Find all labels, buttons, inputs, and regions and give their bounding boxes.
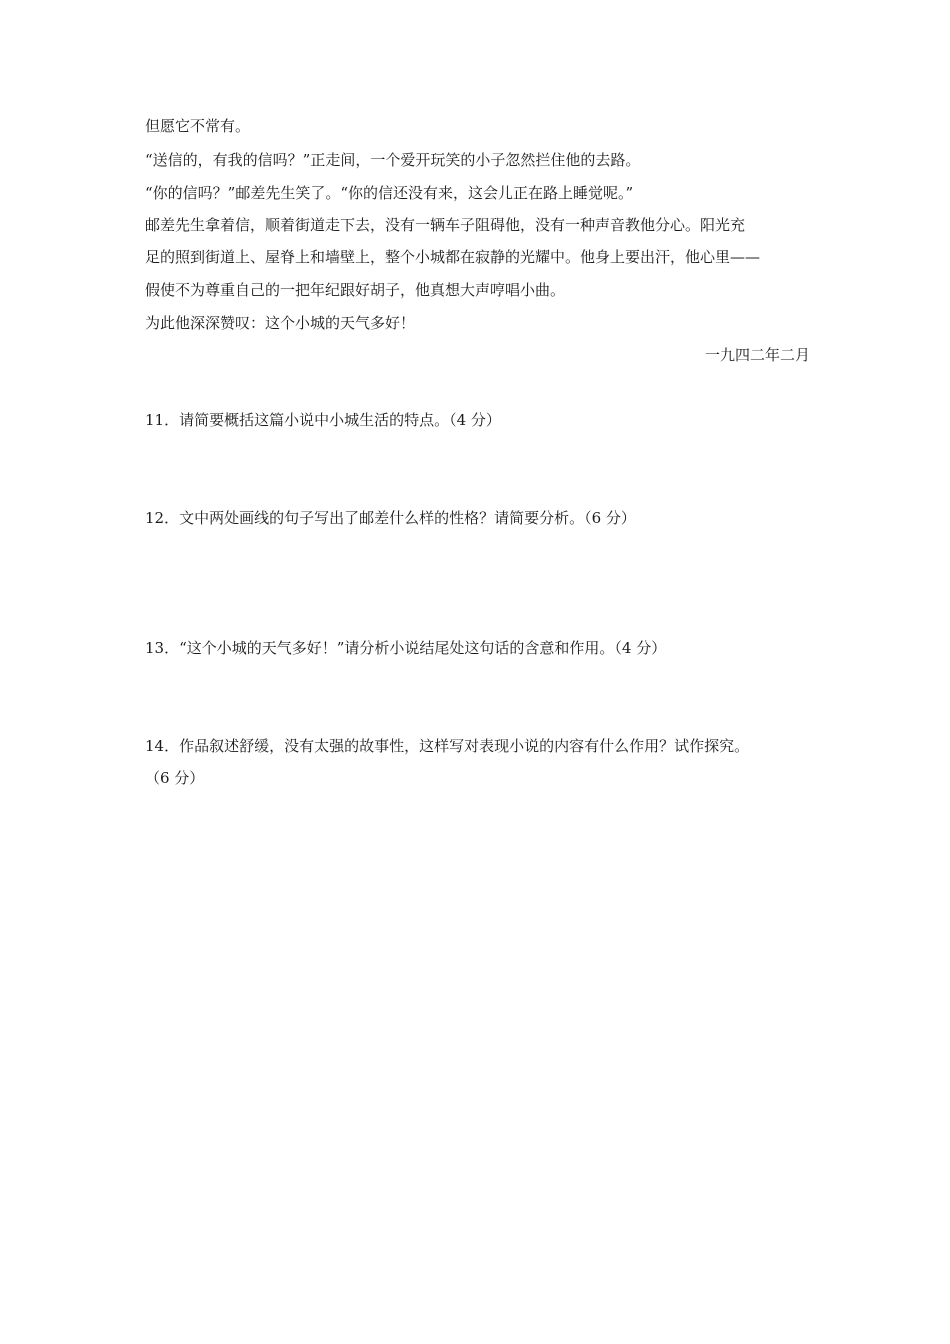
question-13: 13．“这个小城的天气多好！”请分析小说结尾处这句话的含意和作用。（4 分） bbox=[145, 639, 667, 657]
story-line-4: 邮差先生拿着信，顺着街道走下去，没有一辆车子阻碍他，没有一种声音教他分心。阳光充 bbox=[145, 216, 746, 234]
question-14: 14．作品叙述舒缓，没有太强的故事性，这样写对表现小说的内容有什么作用？试作探究。 bbox=[145, 737, 750, 755]
story-line-1: 但愿它不常有。 bbox=[145, 117, 251, 135]
story-line-7: 为此他深深赞叹：这个小城的天气多好！ bbox=[145, 314, 416, 332]
story-line-3: “你的信吗？”邮差先生笑了。“你的信还没有来，这会儿正在路上睡觉呢。” bbox=[145, 184, 634, 202]
question-11: 11．请简要概括这篇小说中小城生活的特点。（4 分） bbox=[145, 411, 501, 429]
story-line-6: 假使不为尊重自己的一把年纪跟好胡子，他真想大声哼唱小曲。 bbox=[145, 281, 566, 299]
question-14-points: （6 分） bbox=[145, 769, 205, 787]
story-line-5: 足的照到街道上、屋脊上和墙壁上，整个小城都在寂静的光耀中。他身上要出汗，他心里—— bbox=[145, 248, 761, 266]
story-date: 一九四二年二月 bbox=[704, 346, 810, 364]
question-12: 12．文中两处画线的句子写出了邮差什么样的性格？请简要分析。（6 分） bbox=[145, 509, 636, 527]
story-line-2: “送信的，有我的信吗？”正走间，一个爱开玩笑的小子忽然拦住他的去路。 bbox=[145, 151, 641, 169]
